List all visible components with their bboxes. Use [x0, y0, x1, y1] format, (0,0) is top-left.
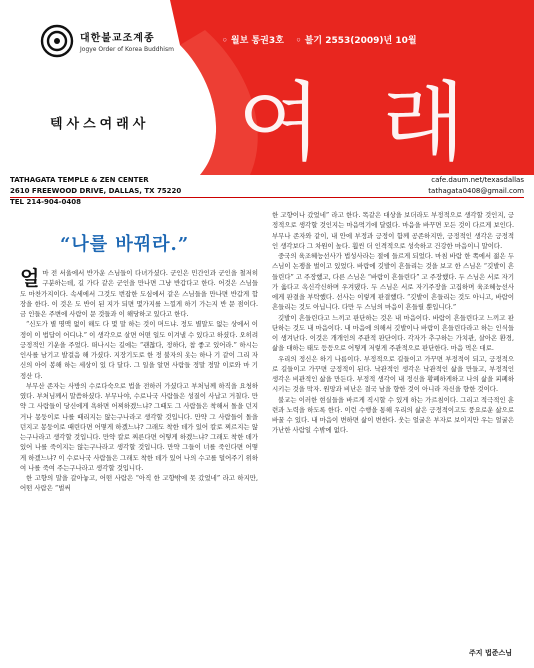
- contact-cafe[interactable]: cafe.daum.net/texasdallas: [431, 176, 524, 184]
- article-signature: 주지 법준스님: [468, 649, 512, 657]
- article-paragraph: 마 전 서울에서 반가운 스님들이 다녀가셨다. 군인은 민간인과 군인을 철저히 구분하는데, 길 가다 같은 군인을 만나면 그냥 반갑다고 한다. 어것은 스님들도 마찬가지이다. 속세에서 그것도 번잡한 도심에서 같은 스님들을 만나면 반갑게 합장을 한다. 이 것은 도 반이 된 지가 되면 몇가지를 느낄게 하기 가는지 반 문 점이다. 금 인들은 주변에 사람이 문 것들과 이 해당하고 있다고 한다.: [20, 269, 258, 318]
- article-right-column: [272, 210, 514, 436]
- article-paragraph: 부무산 존자는 사방의 수로다숙으로 법을 전하러 가셨다고 부처님께 하직을 요청하였다. 부처님께서 말씀하셨다. 부무나야, 수로나국 사람들은 성질이 사납고 거칠다. 만약 그 사람들이 당신에게 욕하면 어찌하겠느냐? 그때도 그 사람들은 착해서 돌을 던지거나 몽둥이로 나를 때리지는 않는구나라고 생각할 것입니다. 만약 그 사람들이 돌을 던지고 몽둥이로 때린다면 어떻게 하겠느냐? 그래도 착한 데가 있어 칼로 찌르지는 않는구나라고 생각할 것입니다. 만약 칼로 찌른다면 어떻게 하겠느냐? 그래도 착한 데가 있어 나를 죽이지는 않는구나라고 생각할 것입니다. 만약 그들이 너를 죽인다면 어떻게 하겠느냐? 이 수로나국 사람들은 그래도 착한 데가 있어 나의 수고를 덜어주기 위하여 나를 죽여 주는구나라고 생각할 것입니다.: [20, 381, 258, 472]
- logo-korean-name: 대한불교조계종: [80, 33, 155, 44]
- issue-number: 통권3호: [251, 36, 284, 46]
- article-paragraph: 불교는 이러한 현실들을 바르게 직시할 수 있게 하는 가르침이다. 그리고 적극적인 훈련과 노력을 하도록 한다. 이런 수행을 통해 우리의 삶은 긍정적이고도 풍요로운 삶으로 바꿀 수 있다. 내 마음이 변하면 삶이 변한다. 웃는 얼굴은 부자로 보이지만 우는 얼굴은 가난한 사람일 수밖에 없다.: [272, 395, 514, 435]
- article-dropcap: 얼: [20, 266, 40, 290]
- masthead-big-glyph-right: 래: [382, 73, 466, 173]
- masthead: [0, 0, 534, 175]
- issue-info: ◦ 월보 통권3호 ◦ 불기 2553(2009)년 10월: [222, 36, 417, 46]
- article-paragraph: 한 고향의 말을 갈아놓고, 어떤 사람은 “아직 한 고향밖에 못 갔었네” 라고 하지만, 어떤 사람은 “벌써: [20, 474, 258, 493]
- masthead-big-glyph-left: 여: [238, 73, 322, 173]
- issue-monthly: 월보: [230, 36, 249, 46]
- issue-month: 10월: [395, 36, 417, 46]
- temple-address: [10, 175, 181, 208]
- article-left-column: [20, 268, 258, 494]
- temple-title: 텍사스여래사: [50, 117, 150, 132]
- address-org: TATHAGATA TEMPLE & ZEN CENTER: [10, 176, 149, 184]
- article-paragraph: 깃발이 흔들린다고 느끼고 판단하는 것은 내 마음이다. 바람이 흔들린다고 느끼고 판단하는 것도 내 마음이다. 내 마음에 의해서 깃발이나 바람이 흔들린다라고 하는 인식들이 생겨난다. 이것은 개개인의 주관적 판단이다. 각자가 추구하는 가치관, 살아온 환경, 삶을 대하는 태도 등등으로 어떻게 저렇게 주관적으로 판단한다. 마음 먹은 대로.: [272, 313, 514, 353]
- temple-contact: [428, 175, 524, 197]
- dharma-wheel-logo-icon: [40, 24, 74, 58]
- address-street: 2610 FREEWOOD DRIVE, DALLAS, TX 75220: [10, 187, 182, 195]
- article-paragraph: 우리의 정신은 하기 나름이다. 부정적으로 길들이고 가꾸면 부정적이 되고, 긍정적으로 길들이고 가꾸면 긍정적이 된다. 낙관적인 생각은 낙관적인 삶을 만들고, 부정적인 생각은 비관적인 삶을 만든다. 부정적 생각이 내 정신을 황폐하게하고 나의 삶을 피폐하시키는 것을 막자. 원망과 비난은 결국 남을 향한 것이 아니라 자신을 향한 것이다.: [272, 354, 514, 394]
- header-divider: [10, 197, 524, 198]
- contact-email[interactable]: tathagata0408@gmail.com: [428, 187, 524, 195]
- article-paragraph: 중국의 육조혜능선사가 법성사라는 절에 들르게 되었다. 마침 바람 한 쪽에서 젊은 두 스님이 논쟁을 벌이고 있었다. 바람에 깃발이 흔들리는 것을 보고 한 스님은 “깃발이 흔들린다” 고 주장했고, 다른 스님은 “바람이 흔들린다” 고 주장했다. 두 스님은 서로 자기가 옳다고 옥신각신하며 우겨댔다. 두 스님은 서로 자기주장을 고집하며 육조혜능선사에게 판결을 부탁했다. 선사는 이렇게 판결했다. “깃발이 흔들리는 것도 아니고, 바람이 흔들리는 것도 아닙니다. 다만 두 스님의 마음이 흔들릴 뿐입니다.”: [272, 252, 514, 312]
- order-logo: [40, 24, 174, 58]
- logo-english-name: Jogye Order of Korea Buddhism: [80, 46, 174, 53]
- article-paragraph: 한 고향이나 갔었네” 라고 한다. 똑같은 대상을 보더라도 부정적으로 생각할 것인지, 긍정적으로 생각할 것인지는 마음먹기에 달렸다. 마음을 바꾸면 모든 것이 다르게 보인다. 부무나 존자와 같이, 내 안에 부정과 긍정이 함께 공존하지만, 긍정적인 생각은 긍정적인 생각보다 그 차원이 높다. 훨씬 더 인격적으로 성숙하고 건강한 마음이니 말이다.: [272, 211, 514, 250]
- address-tel: TEL 214-904-0408: [10, 198, 81, 206]
- article-paragraph: “신도가 별 명맥 없이 해도 다 몇 말 하는 것이 머드냐. 정도 별말도 없는 상에서 이 정이 이 법답이 어디냐.” 이 생각으로 살면 어떤 일도 이겨낼 수 있다고 하셨다. 오히려 긍정적인 기운을 주었다. 떠나시는 길에는 “괜찮다, 정하다, 참 좋고 있어라.” 하시는 인사를 남기고 발걸음 해 가셨다. 지장기도로 한 정 불자의 옷는 하나 기 같이 그리 자신의 아이 봉해 하는 세상이 있 다 달다. 그 일을 알면 사람들 정말 정말 이로와 마 기 정산 다.: [20, 320, 258, 380]
- issue-year: 불기 2553(2009)년: [304, 36, 393, 46]
- article-headline: “나를 바꿔라.”: [60, 234, 190, 255]
